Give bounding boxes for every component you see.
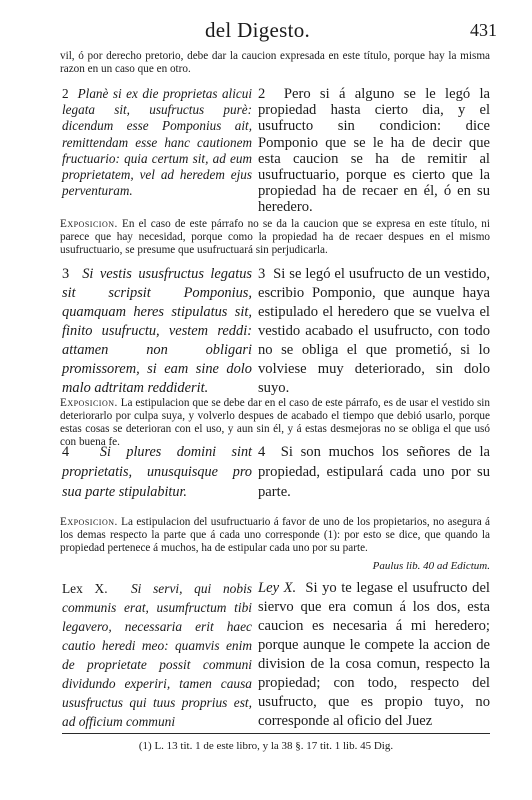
para-4-spanish-text: Si son muchos los señores de la propiedad, estipulará cada uno por su parte. [258,444,490,500]
para-4-latin-text: Si plures domini sint proprietatis, unusquisque pro sua parte stipulabitur. [62,444,253,500]
para-4-number: 4 [62,444,70,460]
para-2-latin-text: Planè si ex die proprietas alicui legata sit, usufructus purè: dicendum esse Pomponius ait, remittendam esse hanc cautionem fructuario: quia certum sit, ad eum proprietatem, vel ad heredem ejus perventuram. [62,86,252,199]
para-3-latin [62,265,252,398]
para-3-spanish-text: Si se legó el usufructo de un vestido, escribio Pomponio, que aunque haya estipulado el heredero que se vuelva el vestido acabado el usufructo, con todo no se obliga el que prometió, si lo volviese muy deteriorado, sin dolo suyo. [258,266,490,396]
para-3-number-es: 3 [258,266,266,282]
para-3-spanish [258,265,490,398]
exposicion-3 [60,516,490,555]
exposicion-1 [60,218,490,257]
para-4-spanish [258,442,490,502]
law-10-latin-label: Lex X. [62,581,108,596]
para-3-latin-text: Si vestis ususfructus legatus sit scripsit Pomponius, quamquam heres stipulatus sit, finito usufructu, vestem reddi: attamen non obligari promissorem, si eam sine dolo malo adtritam reddiderit. [62,266,252,396]
para-2-spanish [258,86,490,216]
law-10-latin-text: Si servi, qui nobis communis erat, usumfructum tibi legavero, necessaria erit haec cautio heredi meo: quamvis enim de proprietate possit communi dividundo experiri, tamen causa ususfructus qui tuus proprius est, ad officium communi [62,581,253,729]
para-2-latin [62,86,252,199]
law-10-spanish-text: Si yo te legase el usufructo del siervo que era comun á los dos, esta caucion es necesaria á mi heredero; porque aunque le compete la accion de division de la cosa comun, respecto la propiedad; con todo, respecto del usufructo, que es propio tuyo, no corresponde al oficio del Juez [258,580,490,729]
exposicion-2-label: Exposicion. [60,397,118,409]
para-4-latin [62,442,252,502]
exposicion-1-text: En el caso de este párrafo no se da la caucion que se expresa en este título, ni parece que hay necesidad, porque como la propiedad ha de recaer despues en el mismo usufructuario, se presume que usufructuará sin perjudicarla. [60,218,491,256]
page-number: 431 [470,20,497,40]
para-4-number-es: 4 [258,444,266,460]
source-attribution: Paulus lib. 40 ad Edictum. [372,560,490,572]
para-3-number: 3 [62,266,70,282]
exposicion-3-label: Exposicion. [60,516,118,528]
para-2-number: 2 [62,86,69,101]
para-2-spanish-text: Pero si á alguno se le legó la propiedad hasta cierto dia, y el usufructo sin condicion: dice Pomponio que se le ha de decir que esta caucion se ha de remitir al usufructuario, porque es cierto que la propiedad ha de recaer en él, ó en su heredero. [258,86,490,216]
footnote-divider [62,733,490,734]
exposicion-1-label: Exposicion. [60,218,118,230]
law-10-latin [62,579,252,731]
para-2-number-es: 2 [258,86,266,102]
footnote: (1) L. 13 tit. 1 de este libro, y la 38 §. 17 tit. 1 lib. 45 Dig. [138,740,394,752]
intro-paragraph: vil, ó por derecho pretorio, debe dar la caucion expresada en este título, porque hay la misma razon en un caso que en otro. [60,50,490,75]
law-10-spanish-label: Ley X. [258,580,297,596]
exposicion-3-text: La estipulacion del usufructuario á favor de uno de los propietarios, no asegura á los demas respecto la parte que á cada uno corresponde (1): por esto se dice, que quando la propiedad pertenece á muchos, ha de estipular cada uno por su parte. [60,516,491,554]
exposicion-2-text: La estipulacion que se debe dar en el caso de este párrafo, es de usar el vestido sin deteriorarlo por culpa suya, y volverlo despues de acabado el tiempo que debió usarlo, porque estas cosas se deterioran con el uso, y aun sin él, y á estas desmejoras no se obliga el que usó con buena fe. [60,397,490,448]
running-title: del Digesto. [205,18,311,42]
running-header [0,18,532,48]
law-10-spanish [258,579,490,731]
